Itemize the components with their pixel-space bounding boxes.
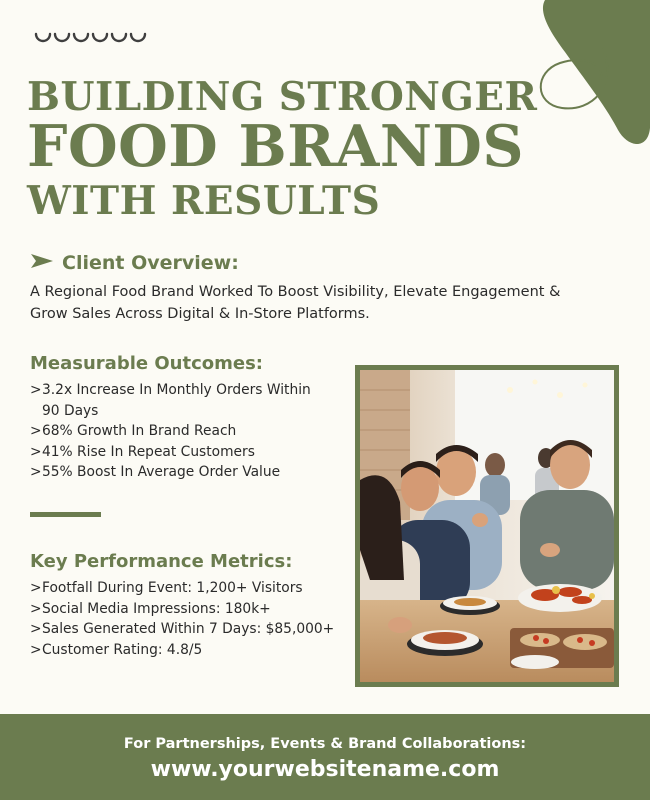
list-item	[30, 380, 330, 421]
list-item	[30, 442, 330, 463]
client-overview-label: Client Overview:	[62, 252, 239, 274]
list-item	[30, 640, 350, 661]
client-overview-heading	[30, 252, 239, 274]
measurable-outcomes-heading: Measurable Outcomes:	[30, 353, 263, 374]
chevron-right-icon: >	[30, 580, 42, 596]
key-metrics-list	[30, 578, 350, 660]
client-overview-text: A Regional Food Brand Worked To Boost Visibility, Elevate Engagement & Grow Sales Across Digital & In-Store Platforms.	[30, 284, 561, 322]
list-item	[30, 578, 350, 599]
outcome-text: 68% Growth In Brand Reach	[42, 423, 237, 439]
list-item	[30, 421, 330, 442]
chevron-right-icon: >	[30, 382, 42, 398]
list-item	[30, 462, 330, 483]
arrow-right-icon	[30, 252, 54, 274]
metric-text: Footfall During Event: 1,200+ Visitors	[42, 580, 303, 596]
title-line-2: FOOD BRANDS	[27, 113, 525, 180]
list-item	[30, 619, 350, 640]
scallop-decoration	[34, 30, 156, 46]
list-item	[30, 599, 350, 620]
outcome-text: 41% Rise In Repeat Customers	[42, 443, 255, 460]
footer-banner	[0, 714, 650, 800]
chevron-right-icon: >	[30, 464, 42, 480]
section-divider	[30, 512, 101, 517]
outcome-text: 3.2x Increase In Monthly Orders Within 90 Days	[42, 382, 311, 419]
key-performance-metrics-heading: Key Performance Metrics:	[30, 551, 293, 572]
chevron-right-icon: >	[30, 621, 42, 637]
footer-website-link[interactable]: www.yourwebsitename.com	[150, 757, 500, 782]
title-line-1: BUILDING STRONGER	[27, 74, 538, 120]
outcome-text: 55% Boost In Average Order Value	[42, 464, 281, 480]
chevron-right-icon: >	[30, 443, 42, 460]
title-line-3: WITH RESULTS	[27, 178, 381, 224]
chevron-right-icon: >	[30, 423, 42, 439]
footer-call-to-action: For Partnerships, Events & Brand Collaborations:	[123, 736, 527, 752]
metric-text: Social Media Impressions: 180k+	[42, 600, 271, 617]
chevron-right-icon: >	[30, 600, 42, 617]
metric-text: Sales Generated Within 7 Days: $85,000+	[42, 621, 335, 637]
chevron-right-icon: >	[30, 641, 42, 658]
measurable-outcomes-list	[30, 380, 330, 483]
photo-frame	[355, 365, 619, 687]
metric-text: Customer Rating: 4.8/5	[42, 641, 203, 658]
friends-dining-photo	[360, 370, 614, 682]
